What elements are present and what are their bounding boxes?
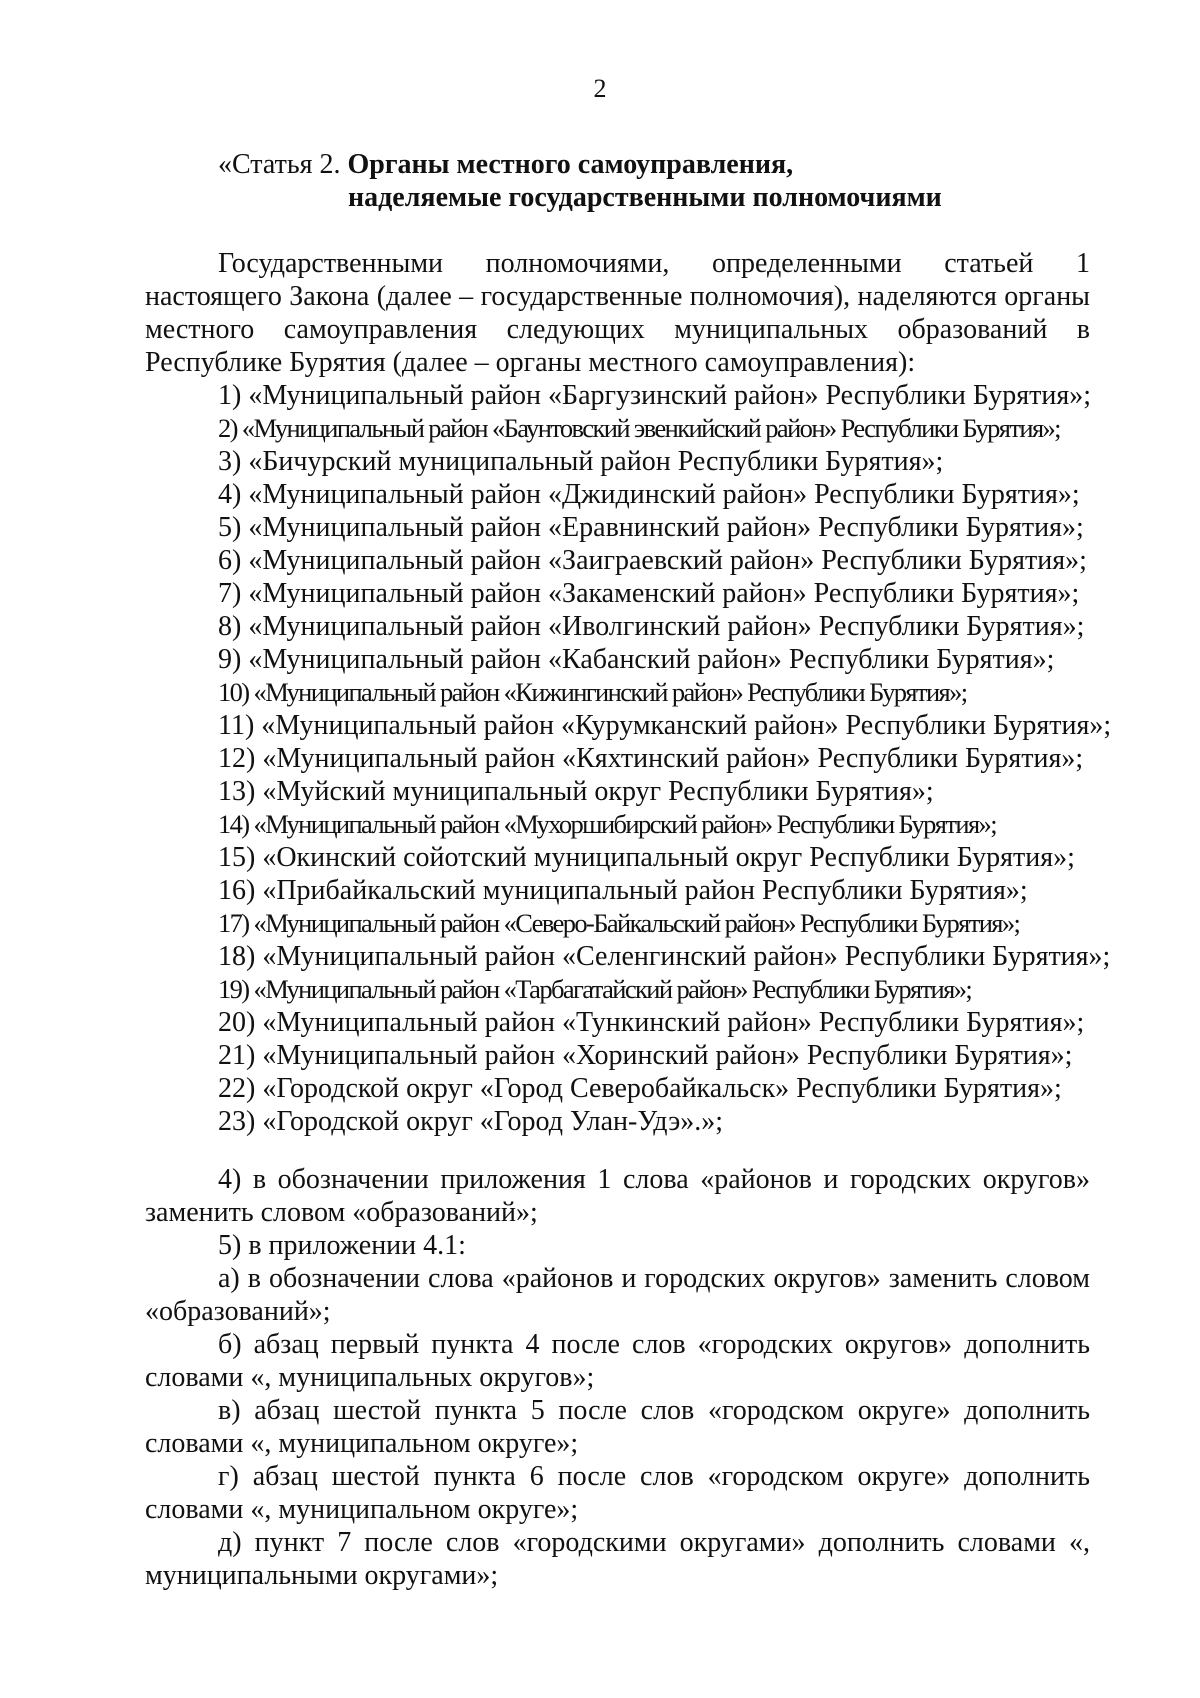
list-item: 1) «Муниципальный район «Баргузинский район» Республики Бурятия»; [218, 380, 1092, 411]
list-item: 23) «Городской округ «Город Улан-Удэ».»; [218, 1106, 723, 1137]
list-item: 5) «Муниципальный район «Еравнинский район» Республики Бурятия»; [218, 512, 1084, 543]
list-item: 15) «Окинский сойотский муниципальный округ Республики Бурятия»; [218, 842, 1075, 873]
amendment-paragraph: 5) в приложении 4.1: [218, 1230, 466, 1261]
amendment-paragraph: г) абзац шестой пункта 6 после слов «городском округе» дополнить словами «, муниципальном округе»; [145, 1461, 1090, 1525]
municipality-list [218, 379, 1118, 1138]
page-number: 2 [593, 74, 607, 103]
list-item: 8) «Муниципальный район «Иволгинский район» Республики Бурятия»; [218, 611, 1085, 642]
list-item: 21) «Муниципальный район «Хоринский район» Республики Бурятия»; [218, 1040, 1073, 1071]
list-item: 2) «Муниципальный район «Баунтовский эвенкийский район» Республики Бурятия»; [218, 413, 1060, 443]
intro-paragraph: Государственными полномочиями, определенными статьей 1 настоящего Закона (далее – государственные полномочия), наделяются органы местного самоуправления следующих муниципальных образований в Республике Бурятия (далее – органы местного самоуправления): [145, 248, 1090, 378]
article-title-line2: наделяемые государственными полномочиями [348, 182, 942, 213]
amendments-block [145, 1163, 1090, 1592]
list-item: 22) «Городской округ «Город Северобайкальск» Республики Бурятия»; [218, 1073, 1062, 1104]
amendment-paragraph: а) в обозначении слова «районов и городских округов» заменить словом «образований»; [145, 1263, 1090, 1327]
list-item: 19) «Муниципальный район «Тарбагатайский район» Республики Бурятия»; [218, 974, 972, 1004]
list-item: 13) «Муйский муниципальный округ Республики Бурятия»; [218, 776, 934, 807]
list-item: 4) «Муниципальный район «Джидинский район» Республики Бурятия»; [218, 479, 1080, 510]
article-label: «Статья 2. [218, 149, 348, 180]
list-item: 18) «Муниципальный район «Селенгинский район» Республики Бурятия»; [218, 941, 1111, 972]
list-item: 3) «Бичурский муниципальный район Республики Бурятия»; [218, 446, 944, 477]
list-item: 6) «Муниципальный район «Заиграевский район» Республики Бурятия»; [218, 545, 1087, 576]
list-item: 14) «Муниципальный район «Мухоршибирский район» Республики Бурятия»; [218, 809, 996, 839]
article-title-line1: Органы местного самоуправления, [347, 149, 794, 180]
list-item: 11) «Муниципальный район «Курумканский район» Республики Бурятия»; [218, 710, 1112, 741]
list-item: 12) «Муниципальный район «Кяхтинский район» Республики Бурятия»; [218, 743, 1084, 774]
amendment-paragraph: д) пункт 7 после слов «городскими округами» дополнить словами «, муниципальными округами»; [145, 1527, 1090, 1591]
amendment-paragraph: 4) в обозначении приложения 1 слова «районов и городских округов» заменить словом «образований»; [145, 1164, 1090, 1228]
amendment-paragraph: б) абзац первый пункта 4 после слов «городских округов» дополнить словами «, муниципальных округов»; [145, 1329, 1090, 1393]
list-item: 10) «Муниципальный район «Кижингинский район» Республики Бурятия»; [218, 677, 967, 707]
list-item: 9) «Муниципальный район «Кабанский район» Республики Бурятия»; [218, 644, 1055, 675]
list-item: 16) «Прибайкальский муниципальный район Республики Бурятия»; [218, 875, 1028, 906]
amendment-paragraph: в) абзац шестой пункта 5 после слов «городском округе» дополнить словами «, муниципальном округе»; [145, 1395, 1090, 1459]
list-item: 7) «Муниципальный район «Закаменский район» Республики Бурятия»; [218, 578, 1080, 609]
intro-paragraph-block [145, 247, 1090, 379]
list-item: 20) «Муниципальный район «Тункинский район» Республики Бурятия»; [218, 1007, 1085, 1038]
article-heading [218, 148, 942, 214]
list-item: 17) «Муниципальный район «Северо-Байкальский район» Республики Бурятия»; [218, 908, 1020, 938]
